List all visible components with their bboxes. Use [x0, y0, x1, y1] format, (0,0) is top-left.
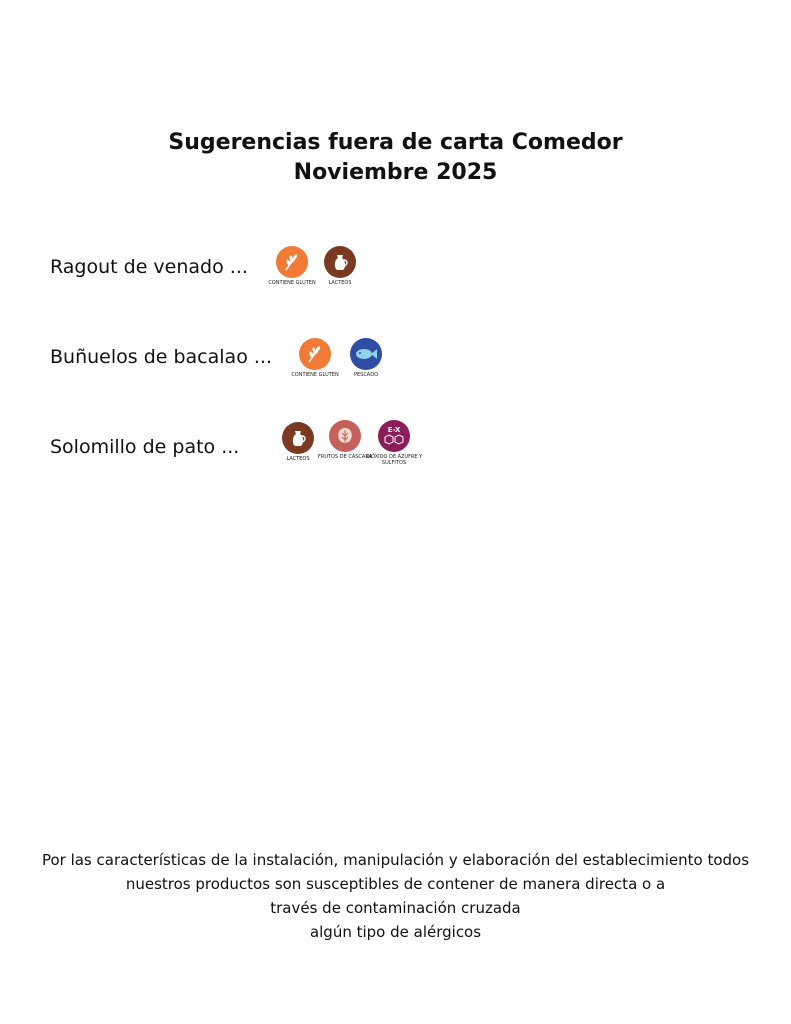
allergen-label: LACTEOS [286, 456, 310, 462]
title-line-2: Noviembre 2025 [293, 160, 498, 185]
page-title [0, 128, 791, 188]
milk-jug-icon [282, 422, 314, 454]
sulfite-badge-text: E-X [387, 426, 401, 434]
allergen-sulfitos [364, 420, 424, 466]
dish-name: Solomillo de pato ... [50, 436, 240, 458]
disclaimer-line-2: nuestros productos son susceptibles de contener de manera directa o a [125, 875, 666, 893]
allergen-label: DIÓXIDO DE AZUFRE Y SULFITOS [365, 454, 423, 466]
allergen-disclaimer [0, 848, 791, 944]
sulfite-icon [378, 420, 410, 452]
disclaimer-line-3: través de contaminación cruzada [270, 899, 521, 917]
fish-icon [350, 338, 382, 370]
wheat-icon [299, 338, 331, 370]
nut-icon [329, 420, 361, 452]
allergen-label: LACTEOS [328, 280, 352, 286]
allergen-label: CONTIENE GLUTEN [268, 280, 316, 286]
wheat-icon [276, 246, 308, 278]
milk-jug-icon [324, 246, 356, 278]
disclaimer-line-4: algún tipo de alérgicos [309, 923, 482, 941]
title-line-1: Sugerencias fuera de carta Comedor [168, 130, 623, 155]
allergen-label: CONTIENE GLUTEN [291, 372, 339, 378]
allergen-lacteos [310, 246, 370, 286]
dish-name: Buñuelos de bacalao ... [50, 346, 272, 368]
disclaimer-line-1: Por las características de la instalación, manipulación y elaboración del establecimiento todos [41, 851, 750, 869]
allergen-pescado [336, 338, 396, 378]
dish-name: Ragout de venado ... [50, 256, 248, 278]
allergen-label: PESCADO [353, 372, 379, 378]
allergen-label: FRUTOS DE CÁSCARA [317, 454, 373, 460]
